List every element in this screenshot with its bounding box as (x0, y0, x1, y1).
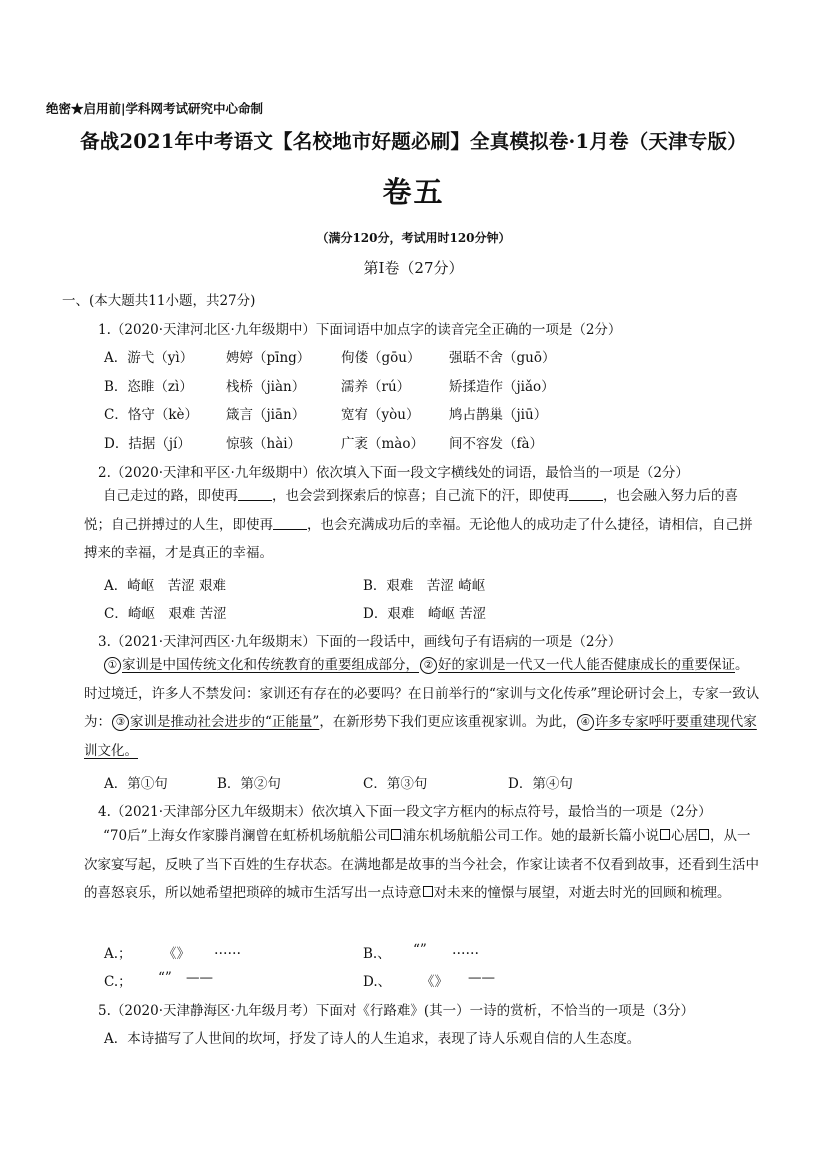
q1-option: 广袤（mào） (341, 436, 424, 452)
q3-option: D．第④句 (508, 776, 573, 792)
q4-option: “” (413, 942, 427, 958)
q1-option: 间不容发（fà） (449, 436, 544, 452)
q5-option: A．本诗描写了人世间的坎坷，抒发了诗人的人生追求，表现了诗人乐观自信的人生态度。 (104, 1031, 641, 1047)
q1-option: 惊骇（hài） (226, 436, 302, 452)
q2-option: D．艰难 崎岖 苦涩 (363, 606, 487, 622)
q2-text: ，也会融入努力后的喜悦；自己拼搏过的人生，即使再 (84, 488, 738, 533)
underlined-sentence: 家训是中国传统文化和传统教育的重要组成部分， (122, 657, 419, 673)
q3-text: 。时过境迁，许多人不禁发问：家训还有存在的必要吗？在日前举行的“家训与文化传承”理论研讨会上，专家一致认为： (84, 657, 760, 731)
q3-stem: 3.（2021·天津河西区·九年级期末）下面的一段话中，画线句子有语病的一项是（2分） (98, 634, 622, 650)
fill-blank (569, 488, 603, 501)
sentence-number: ③ (112, 714, 129, 731)
q1-option: 箴言（jiān） (226, 407, 306, 423)
q1-option: 娉婷（pīng） (226, 350, 311, 366)
punctuation-box (391, 829, 401, 840)
volume-title: 卷五 (382, 175, 445, 209)
q1-option: 栈桥（jiàn） (226, 379, 306, 395)
q1-option: B．恣睢（zì） (104, 379, 193, 395)
sentence-number: ① (104, 657, 121, 674)
q2-option: C．崎岖 艰难 苦涩 (104, 606, 227, 622)
q4-text: ，从一次家宴写起，反映了当下百姓的生存状态。在满地都是故事的当今社会，作家让读者不仅看到故事，还看到生活中的喜怒哀乐，所以她希望把琐碎的城市生活写出一点诗意 (84, 828, 759, 902)
q2-text: ，也会尝到探索后的惊喜；自己流下的汗，即使再 (272, 488, 569, 504)
q4-option: —— (186, 970, 213, 986)
q1-option: 濡养（rú） (341, 379, 411, 395)
sentence-number: ④ (577, 714, 594, 731)
confidential-label: 绝密★启用前|学科网考试研究中心命制 (46, 101, 264, 116)
q4-option: B.、 (363, 946, 391, 962)
q1-option: C．恪守（kè） (104, 407, 198, 423)
q4-option: D.、 (363, 974, 392, 990)
q4-option: …… (452, 942, 479, 958)
exam-meta: （满分120分，考试用时120分钟） (316, 231, 511, 245)
q4-option: A.； (104, 946, 132, 962)
q4-option: “” (158, 970, 172, 986)
q3-text: ，在新形势下我们更应该重视家训。为此， (319, 714, 576, 731)
q4-text: 心居 (670, 828, 698, 844)
q4-stem: 4.（2021·天津部分区九年级期末）依次填入下面一段文字方框内的标点符号，最恰当的一项是（2分） (98, 804, 712, 820)
q2-option: A．崎岖 苦涩 艰难 (104, 578, 227, 594)
q4-option: …… (214, 942, 241, 958)
q1-option: 强聒不舍（guō） (449, 350, 556, 366)
part-title: 第Ⅰ卷（27分） (363, 259, 464, 277)
q1-option: 矫揉造作（jiǎo） (449, 379, 555, 395)
q4-passage (84, 822, 760, 908)
underlined-sentence: 好的家训是一代又一代人能否健康成长的重要保证 (438, 657, 735, 673)
q3-option: A．第①句 (104, 776, 168, 792)
section-heading: 一、(本大题共11小题，共27分) (62, 293, 256, 309)
q4-option: 《》 (421, 974, 448, 990)
underlined-sentence: 家训是推动社会进步的“正能量” (130, 714, 320, 731)
exam-title: 备战2021年中考语文【名校地市好题必刷】全真模拟卷·1月卷（天津专版） (80, 130, 747, 153)
q2-option: B．艰难 苦涩 崎岖 (363, 578, 486, 594)
q4-text: 浦东机场航船公司工作。她的最新长篇小说 (402, 828, 659, 844)
q4-option: 《》 (163, 946, 190, 962)
q1-option: D．拮据（jí） (104, 436, 191, 452)
fill-blank (273, 517, 307, 530)
punctuation-box (423, 886, 433, 897)
q3-option: B．第②句 (217, 776, 281, 792)
q3-passage (84, 651, 760, 765)
q4-text: “70后”上海女作家滕肖澜曾在虹桥机场航船公司 (103, 828, 391, 844)
q2-text: ，也会充满成功后的幸福。无论他人的成功走了什么捷径，请相信，自己拼搏来的幸福，才是真正的幸福。 (84, 516, 753, 562)
q2-stem: 2.（2020·天津和平区·九年级期中）依次填入下面一段文字横线处的词语，最恰当的一项是（2分） (98, 465, 689, 481)
q2-text: 自己走过的路，即使再 (103, 488, 238, 504)
q3-option: C．第③句 (363, 776, 428, 792)
q1-option: A．游弋（yì） (104, 350, 194, 366)
punctuation-box (699, 829, 709, 840)
fill-blank (238, 488, 272, 501)
q4-option: C.； (104, 974, 132, 990)
punctuation-box (660, 829, 670, 840)
q2-passage (84, 482, 760, 568)
q1-stem: 1.（2020·天津河北区·九年级期中）下面词语中加点字的读音完全正确的一项是（2分） (98, 322, 622, 338)
underlined-sentence: 许多专家呼吁要重建现代家训文化。 (84, 714, 757, 759)
q1-option: 鸠占鹊巢（jiū） (449, 407, 548, 423)
q1-option: 佝偻（gōu） (341, 350, 421, 366)
sentence-number: ② (420, 657, 437, 674)
q1-option: 宽宥（yòu） (341, 407, 420, 423)
q4-text: 对未来的憧憬与展望，对逝去时光的回顾和梳理。 (433, 885, 731, 902)
q4-option: —— (468, 970, 495, 986)
q5-stem: 5.（2020·天津静海区·九年级月考）下面对《行路难》(其一）一诗的赏析，不恰当的一项是（3分） (98, 1003, 695, 1019)
